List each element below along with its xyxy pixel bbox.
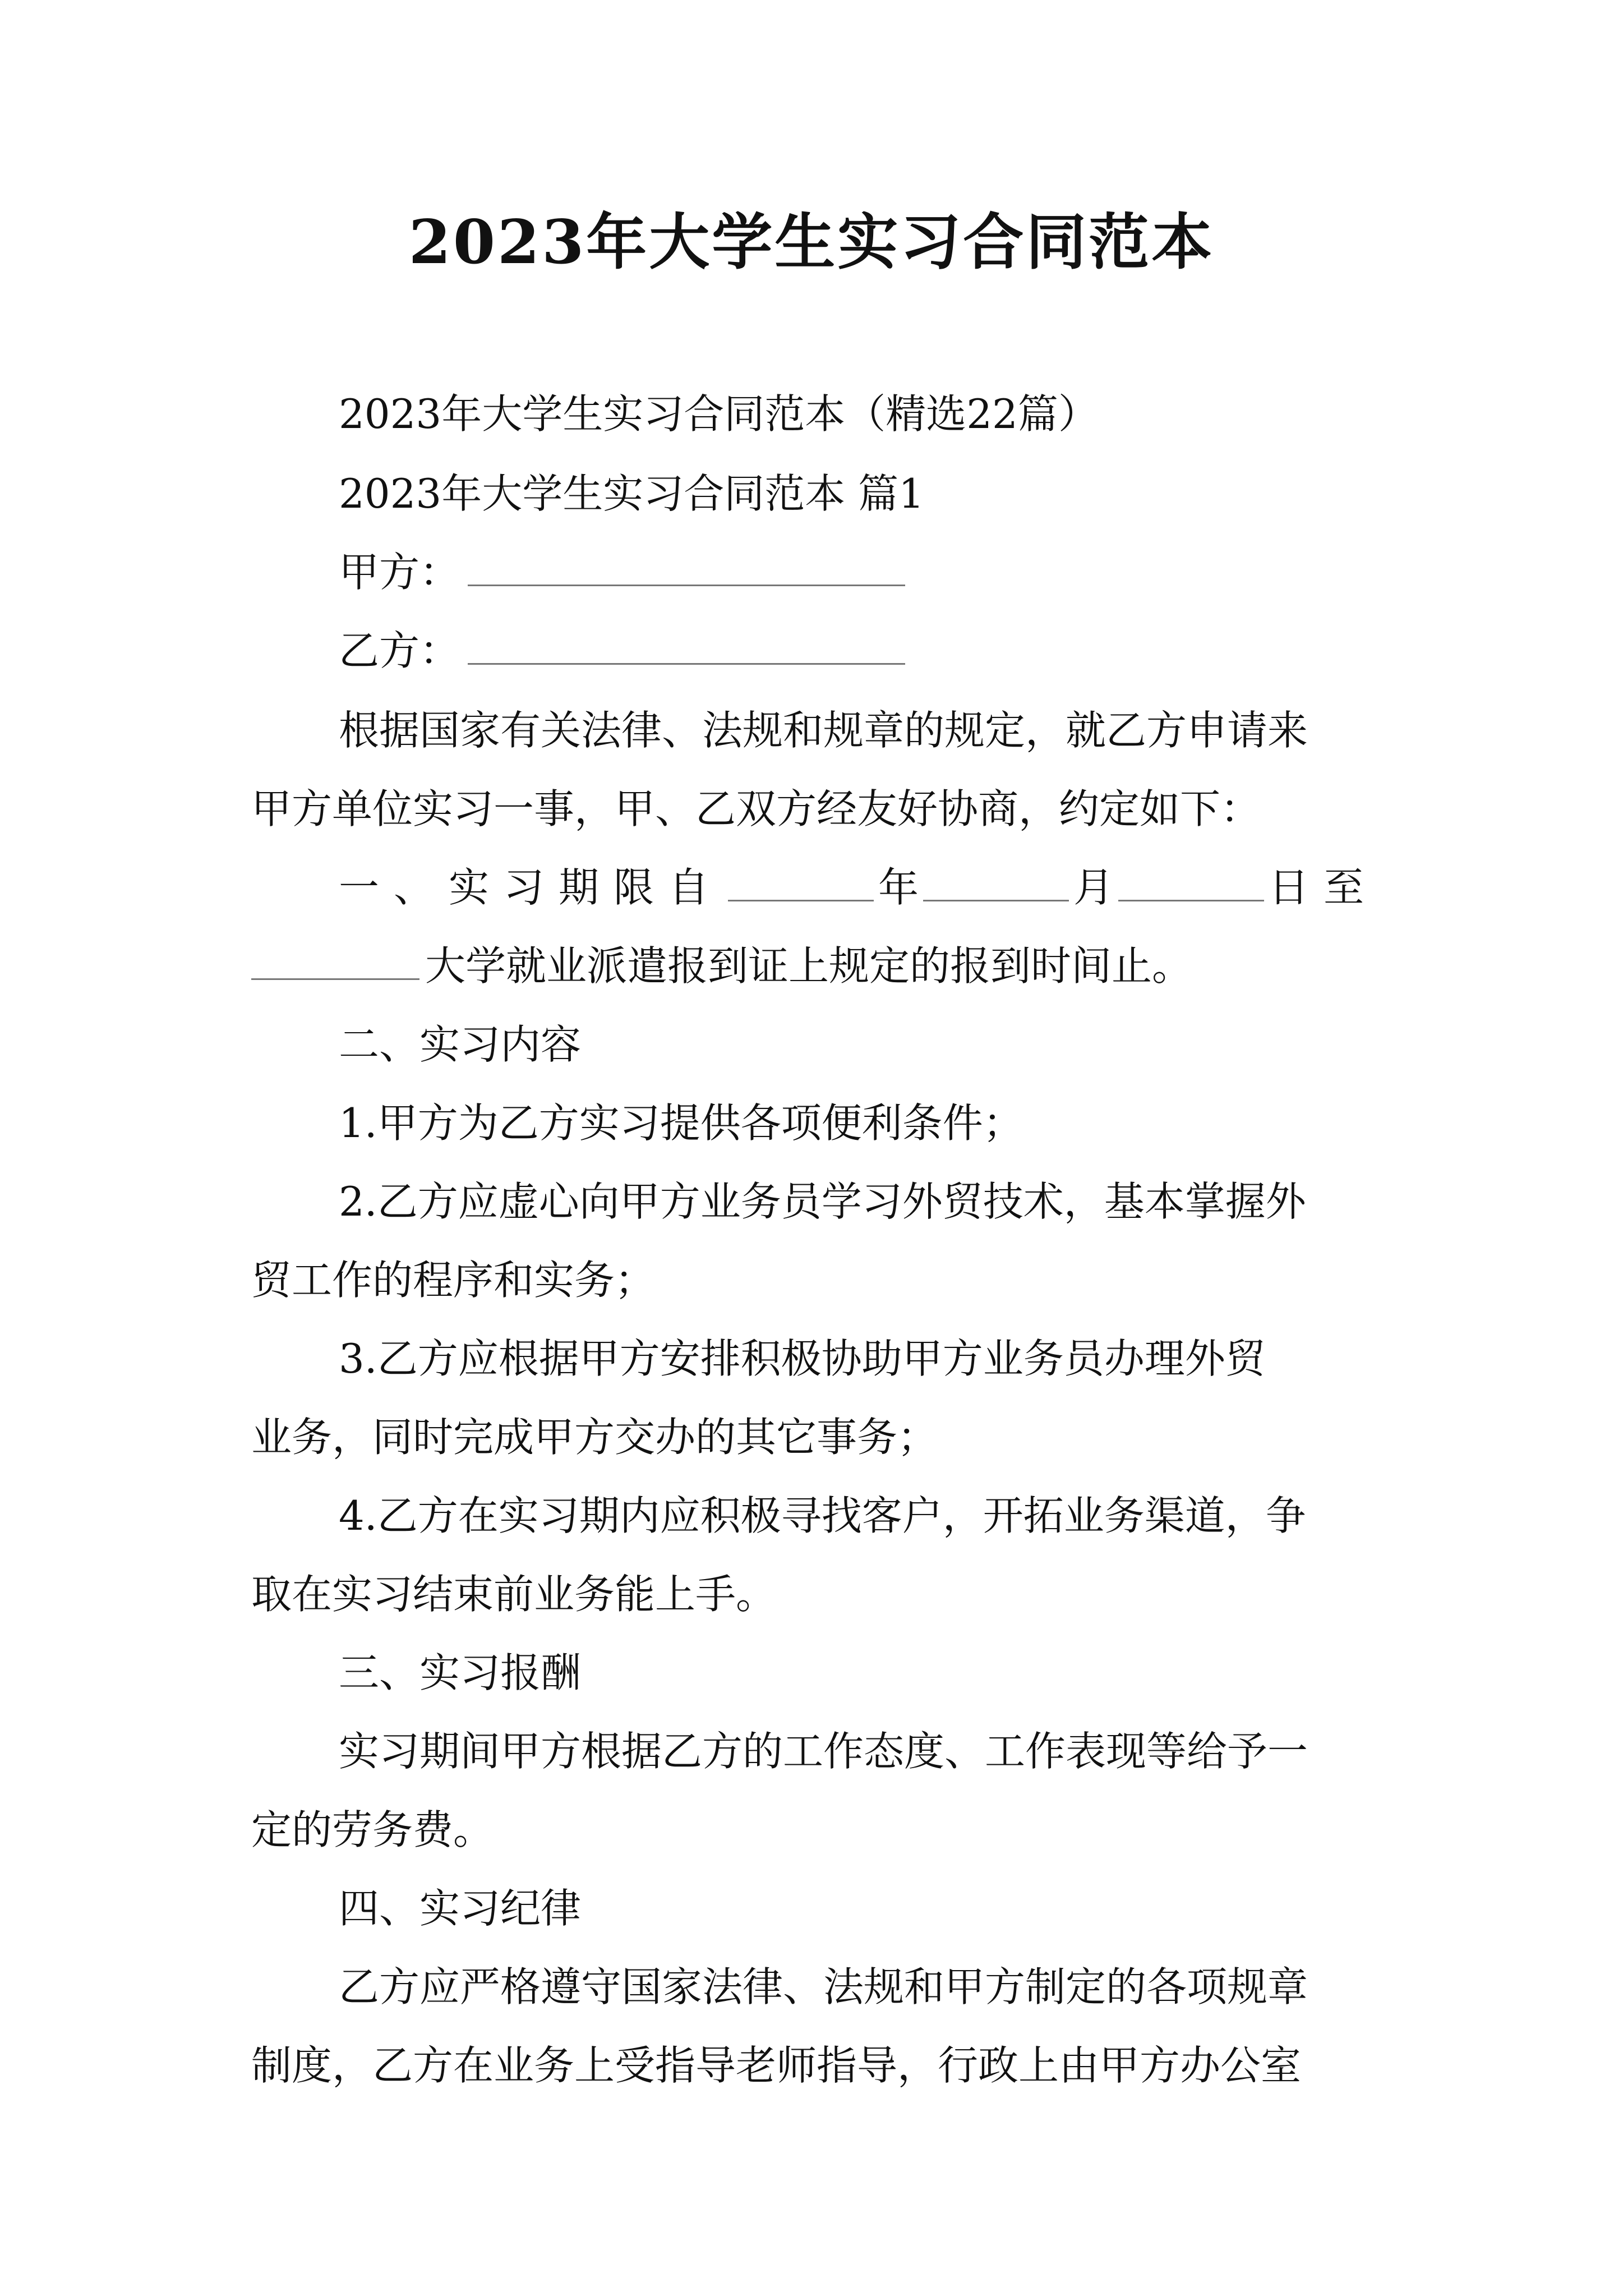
pay-line-1: 实习期间甲方根据乙方的工作态度、工作表现等给予一 (339, 1728, 1308, 1775)
item-3-line-2: 业务，同时完成甲方交办的其它事务； (251, 1414, 938, 1461)
item-1: 1.甲方为乙方实习提供各项便利条件； (339, 1099, 1023, 1147)
day-blank (1118, 863, 1264, 901)
document-title: 2023年大学生实习合同范本 (408, 207, 1215, 278)
party-a-line (339, 545, 1390, 599)
clause-1-day: 日至 (1269, 864, 1379, 911)
section-2-heading: 二、实习内容 (339, 1021, 582, 1068)
month-blank (923, 863, 1069, 901)
section-4-heading: 四、实习纪律 (339, 1885, 582, 1932)
item-2-line-2: 贸工作的程序和实务； (251, 1257, 656, 1304)
pay-line-2: 定的劳务费。 (251, 1806, 494, 1853)
party-b-blank (468, 626, 905, 665)
document-subtitle: 2023年大学生实习合同范本（精选22篇） (339, 390, 1099, 438)
clause-1-line-2-text: 大学就业派遣报到证上规定的报到时间止。 (425, 942, 1193, 990)
clause-1-year: 年 (878, 864, 919, 911)
clause-1-prefix: 一、实习期限自 (339, 864, 724, 911)
section-heading: 2023年大学生实习合同范本 篇1 (339, 470, 924, 517)
university-blank (251, 941, 419, 980)
party-a-blank (468, 547, 905, 586)
party-b-label: 乙方： (339, 627, 460, 674)
discipline-line-2: 制度，乙方在业务上受指导老师指导，行政上由甲方办公室 (251, 2042, 1302, 2089)
section-3-heading: 三、实习报酬 (339, 1649, 582, 1696)
clause-1-month: 月 (1073, 864, 1114, 911)
item-2-line-1: 2.乙方应虚心向甲方业务员学习外贸技术，基本掌握外 (339, 1178, 1306, 1225)
party-b-line (339, 624, 1390, 678)
clause-1-line-2 (251, 939, 1390, 993)
discipline-line-1: 乙方应严格遵守国家法律、法规和甲方制定的各项规章 (339, 1963, 1308, 2010)
item-3-line-1: 3.乙方应根据甲方安排积极协助甲方业务员办理外贸 (339, 1335, 1266, 1382)
year-blank (728, 863, 874, 901)
item-4-line-1: 4.乙方在实习期内应积极寻找客户，开拓业务渠道，争 (339, 1492, 1306, 1539)
party-a-label: 甲方： (339, 549, 460, 596)
intro-line-2: 甲方单位实习一事，甲、乙双方经友好协商，约定如下： (251, 785, 1261, 832)
item-4-line-2: 取在实习结束前业务能上手。 (251, 1571, 777, 1618)
clause-1-line-1 (339, 861, 1390, 914)
intro-line-1: 根据国家有关法律、法规和规章的规定，就乙方申请来 (339, 707, 1308, 754)
